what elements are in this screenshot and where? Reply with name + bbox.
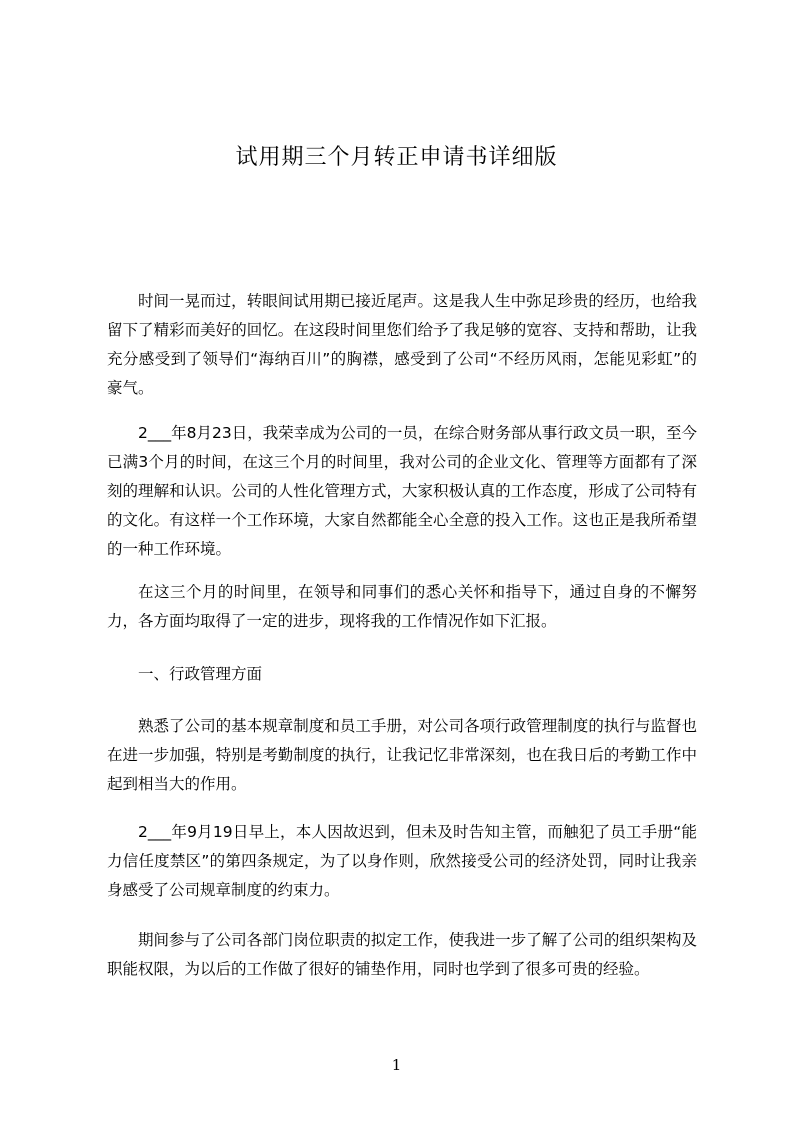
body-paragraph-1: 时间一晃而过，转眼间试用期已接近尾声。这是我人生中弥足珍贵的经历，也给我留下了精彩而美好的回忆。在这段时间里您们给予了我足够的宽容、支持和帮助，让我充分感受到了领导们“海纳百川”的胸襟，感受到了公司“不经历风雨，怎能见彩虹”的豪气。 [107,292,697,397]
section-paragraph-2: 2___年9月19日早上，本人因故迟到，但未及时告知主管，而触犯了员工手册“能力信任度禁区”的第四条规定，为了以身作则，欣然接受公司的经济处罚，同时让我亲身感受了公司规章制度的约束力。 [107,823,697,899]
body-paragraph-3: 在这三个月的时间里，在领导和同事们的悉心关怀和指导下，通过自身的不懈努力，各方面均取得了一定的进步，现将我的工作情况作如下汇报。 [107,583,697,630]
document-title: 试用期三个月转正申请书详细版 [235,145,558,170]
body-paragraph-2: 2___年8月23日，我荣幸成为公司的一员，在综合财务部从事行政文员一职，至今已满3个月的时间，在这三个月的时间里，我对公司的企业文化、管理等方面都有了深刻的理解和认识。公司的人性化管理方式，大家积极认真的工作态度，形成了公司特有的文化。有这样一个工作环境，大家自然都能全心全意的投入工作。这也正是我所希望的一种工作环境。 [107,424,697,558]
section-paragraph-3: 期间参与了公司各部门岗位职责的拟定工作，使我进一步了解了公司的组织架构及职能权限，为以后的工作做了很好的铺垫作用，同时也学到了很多可贵的经验。 [107,931,697,978]
section-paragraph-1: 熟悉了公司的基本规章制度和员工手册，对公司各项行政管理制度的执行与监督也在进一步加强，特别是考勤制度的执行，让我记忆非常深刻，也在我日后的考勤工作中起到相当大的作用。 [107,717,697,793]
page-number: 1 [391,1056,402,1074]
section-heading: 一、行政管理方面 [138,665,263,683]
